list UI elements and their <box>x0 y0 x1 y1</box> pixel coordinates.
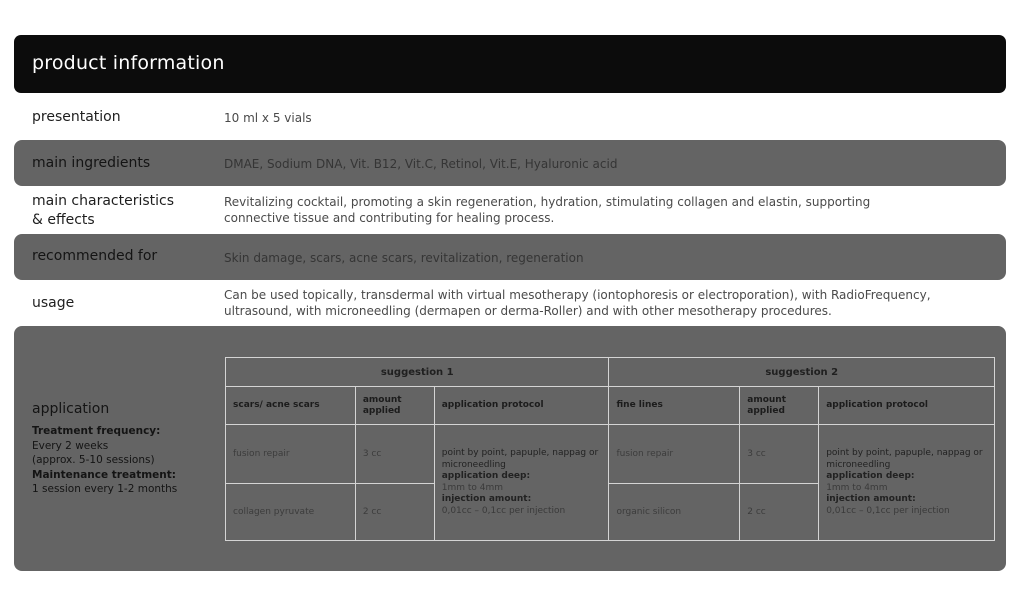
freq-line1: Every 2 weeks <box>32 439 109 452</box>
s2-inj-title: injection amount: <box>826 494 916 504</box>
table-row <box>226 387 995 425</box>
s1-deep-title: application deep: <box>441 471 531 481</box>
s2-amount-header-line2: applied <box>747 405 785 416</box>
recommended-value: Skin damage, scars, acne scars, revitalization, regeneration <box>224 251 584 265</box>
application-table <box>225 357 995 541</box>
s2-product-header: fine lines <box>609 387 740 425</box>
maint-line1: 1 session every 1-2 months <box>32 483 178 495</box>
treatment-frequency <box>32 424 177 497</box>
s2-r1-product: fusion repair <box>609 425 740 484</box>
row-usage <box>14 283 1006 325</box>
characteristics-value-line1: Revitalizing cocktail, promoting a skin regeneration, hydration, stimulating collagen and elastin, supporting <box>224 195 871 209</box>
s1-amount-header-line1: amount <box>362 394 402 405</box>
freq-title: Treatment frequency: <box>32 425 161 437</box>
row-characteristics <box>14 189 1006 231</box>
s1-r1-product: fusion repair <box>226 425 356 484</box>
table-row <box>226 358 995 387</box>
s1-r2-product: collagen pyruvate <box>226 484 356 541</box>
usage-value-line2: ultrasound, with microneedling (dermapen or derma-Roller) and with other mesotherapy procedures. <box>224 304 832 318</box>
s1-amount-header <box>355 387 434 425</box>
maint-title: Maintenance treatment: <box>32 468 176 481</box>
s1-protocol-header: application protocol <box>434 387 609 425</box>
ingredients-label: main ingredients <box>32 155 151 171</box>
row-main-ingredients <box>14 140 1006 186</box>
characteristics-label-line2: & effects <box>32 212 95 228</box>
s2-r2-amount: 2 cc <box>740 484 819 541</box>
presentation-value: 10 ml x 5 vials <box>224 111 312 125</box>
characteristics-value <box>224 194 984 226</box>
s1-protocol-line1: point by point, papuple, nappag or <box>441 448 599 458</box>
s2-amount-header <box>740 387 819 425</box>
characteristics-label-line1: main characteristics <box>32 193 175 209</box>
row-presentation <box>14 101 1006 135</box>
suggestion-1-header: suggestion 1 <box>226 358 609 387</box>
s1-inj-title: injection amount: <box>441 494 532 504</box>
page-title: product information <box>32 52 225 74</box>
s2-protocol-header: application protocol <box>819 387 995 425</box>
s2-protocol-line1: point by point, papuple, nappag or <box>826 448 983 458</box>
presentation-label: presentation <box>32 109 121 125</box>
s2-deep-title: application deep: <box>826 471 915 481</box>
suggestion-2-header: suggestion 2 <box>609 358 995 387</box>
s2-amount-header-line1: amount <box>747 394 787 405</box>
application-label: application <box>32 401 110 417</box>
characteristics-label <box>32 192 174 230</box>
characteristics-value-line2: connective tissue and contributing for healing process. <box>224 211 555 225</box>
s1-r2-amount: 2 cc <box>355 484 434 541</box>
page-header <box>14 35 1006 93</box>
s1-protocol-line2: microneedling <box>441 459 506 470</box>
s1-protocol <box>434 425 609 541</box>
usage-value-line1: Can be used topically, transdermal with virtual mesotherapy (iontophoresis or electroporation), with RadioFrequency, <box>224 288 931 302</box>
recommended-label: recommended for <box>32 248 158 264</box>
s2-r1-amount: 3 cc <box>740 425 819 484</box>
s2-inj-value: 0,01cc – 0,1cc per injection <box>826 505 950 516</box>
s2-protocol <box>819 425 995 541</box>
usage-value <box>224 287 984 319</box>
s1-amount-header-line2: applied <box>362 405 401 416</box>
s2-deep-value: 1mm to 4mm <box>826 482 888 493</box>
row-application <box>14 326 1006 571</box>
s1-deep-value: 1mm to 4mm <box>441 482 504 493</box>
freq-line2: (approx. 5-10 sessions) <box>32 454 155 466</box>
row-recommended-for <box>14 234 1006 280</box>
s1-r1-amount: 3 cc <box>355 425 434 484</box>
s1-inj-value: 0,01cc – 0,1cc per injection <box>441 505 566 516</box>
s2-r2-product: organic silicon <box>609 484 740 541</box>
ingredients-value: DMAE, Sodium DNA, Vit. B12, Vit.C, Retinol, Vit.E, Hyaluronic acid <box>224 157 618 171</box>
s2-protocol-line2: microneedling <box>826 459 891 470</box>
table-row <box>226 425 995 484</box>
s1-product-header: scars/ acne scars <box>226 387 356 425</box>
usage-label: usage <box>32 295 75 311</box>
